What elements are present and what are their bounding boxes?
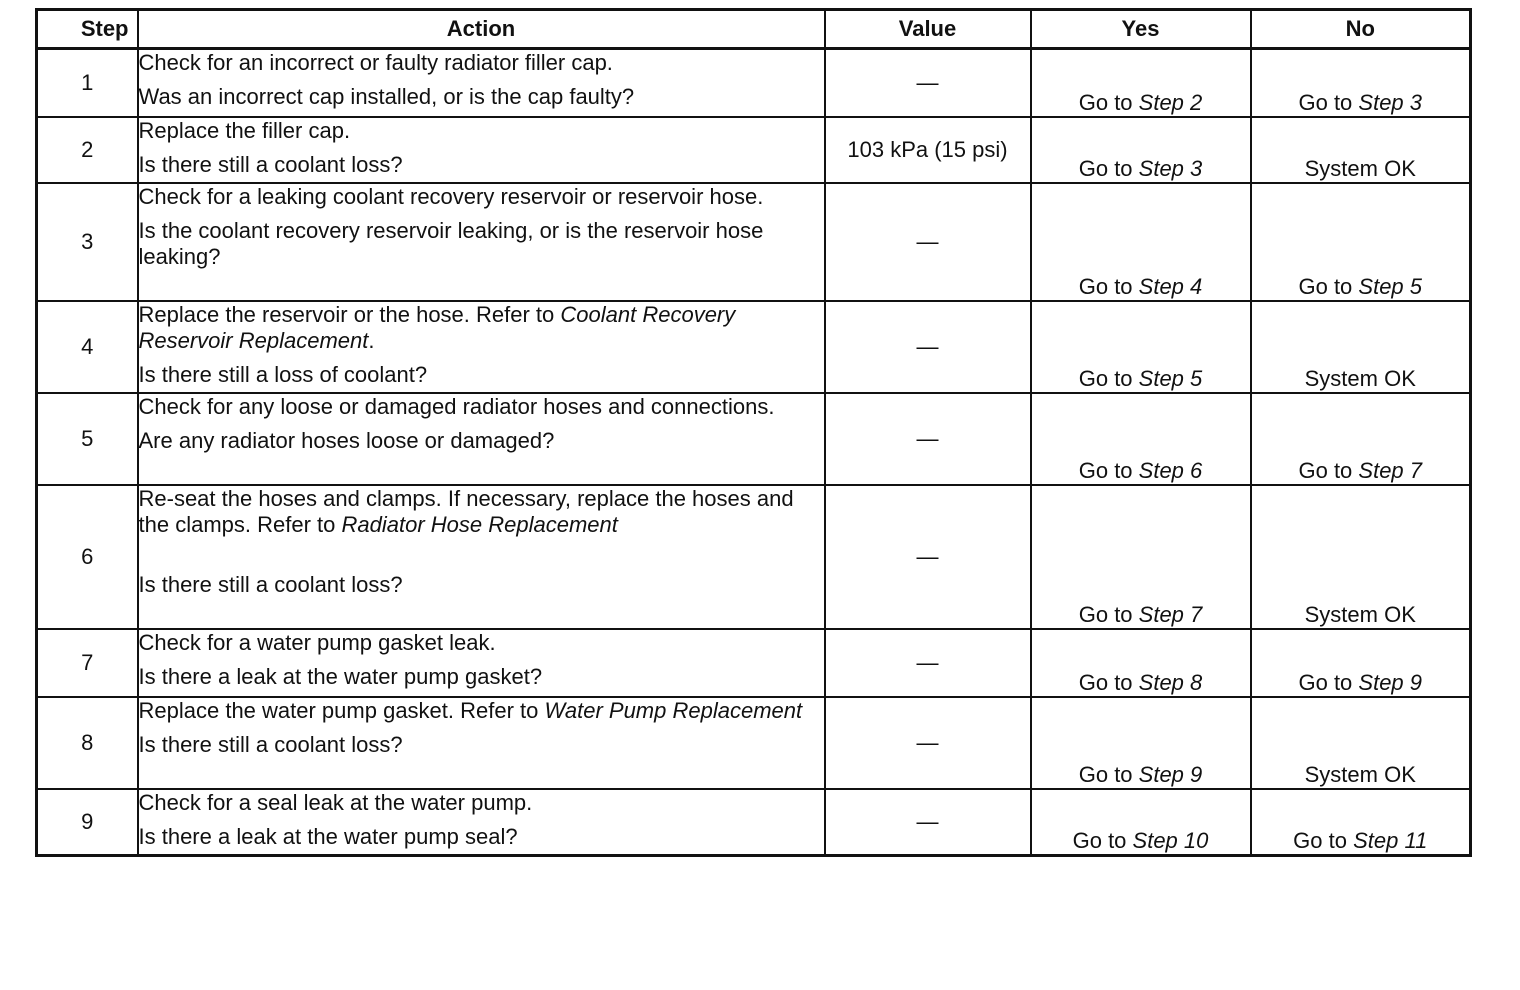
table-row — [37, 629, 1471, 697]
value-cell: — — [825, 49, 1031, 118]
action-question: Is there a leak at the water pump seal? — [138, 824, 518, 849]
action-cell — [138, 301, 825, 393]
value-cell: — — [825, 301, 1031, 393]
action-cell — [138, 629, 825, 697]
table-row — [37, 789, 1471, 856]
value-cell: — — [825, 697, 1031, 789]
action-question: Is there still a coolant loss? — [138, 152, 403, 177]
step-number: 4 — [37, 301, 138, 393]
action-text: Check for an incorrect or faulty radiator filler cap. — [138, 50, 613, 75]
step-number: 1 — [37, 49, 138, 118]
action-cell — [138, 393, 825, 485]
table-row — [37, 485, 1471, 629]
action-text: Replace the filler cap. — [138, 118, 351, 143]
value-cell: — — [825, 629, 1031, 697]
action-text: Replace the water pump gasket. Refer to Water Pump Replacement — [138, 698, 803, 723]
header-step: Step — [37, 10, 138, 49]
diagnostic-table — [35, 8, 1472, 857]
action-cell — [138, 485, 825, 629]
action-cell — [138, 49, 825, 118]
yes-cell[interactable]: Go to Step 10 — [1031, 789, 1251, 856]
header-action: Action — [138, 10, 825, 49]
action-text: Check for a seal leak at the water pump. — [138, 790, 533, 815]
no-cell: System OK — [1251, 301, 1471, 393]
yes-cell[interactable]: Go to Step 9 — [1031, 697, 1251, 789]
table-row — [37, 301, 1471, 393]
value-cell: — — [825, 789, 1031, 856]
yes-cell[interactable]: Go to Step 4 — [1031, 183, 1251, 301]
step-number: 6 — [37, 485, 138, 629]
value-cell: — — [825, 485, 1031, 629]
yes-cell[interactable]: Go to Step 8 — [1031, 629, 1251, 697]
no-cell: System OK — [1251, 697, 1471, 789]
table-row — [37, 697, 1471, 789]
table-row — [37, 183, 1471, 301]
action-question: Are any radiator hoses loose or damaged? — [138, 428, 555, 453]
header-yes: Yes — [1031, 10, 1251, 49]
yes-cell[interactable]: Go to Step 3 — [1031, 117, 1251, 183]
step-number: 7 — [37, 629, 138, 697]
no-cell[interactable]: Go to Step 11 — [1251, 789, 1471, 856]
no-cell[interactable]: Go to Step 9 — [1251, 629, 1471, 697]
action-question: Is there still a coolant loss? — [138, 732, 403, 757]
value-cell: — — [825, 393, 1031, 485]
action-text: Replace the reservoir or the hose. Refer to Coolant Recovery Reservoir Replacement. — [138, 302, 736, 353]
action-question: Is the coolant recovery reservoir leaking, or is the reservoir hose leaking? — [138, 218, 764, 269]
action-question: Was an incorrect cap installed, or is the cap faulty? — [138, 84, 635, 109]
reference-link[interactable]: Radiator Hose Replacement — [341, 512, 618, 537]
action-text: Re-seat the hoses and clamps. If necessary, replace the hoses and the clamps. Refer to Radiator Hose Replacement — [138, 486, 794, 537]
header-value: Value — [825, 10, 1031, 49]
table-row — [37, 117, 1471, 183]
header-no: No — [1251, 10, 1471, 49]
yes-cell[interactable]: Go to Step 2 — [1031, 49, 1251, 118]
table-row — [37, 49, 1471, 118]
step-number: 9 — [37, 789, 138, 856]
action-cell — [138, 697, 825, 789]
no-cell[interactable]: Go to Step 5 — [1251, 183, 1471, 301]
no-cell: System OK — [1251, 485, 1471, 629]
reference-link[interactable]: Water Pump Replacement — [544, 698, 803, 723]
action-cell — [138, 117, 825, 183]
yes-cell[interactable]: Go to Step 6 — [1031, 393, 1251, 485]
header-row — [37, 10, 1471, 49]
reference-link[interactable]: Coolant Recovery Reservoir Replacement — [138, 302, 736, 353]
value-cell: 103 kPa (15 psi) — [825, 117, 1031, 183]
action-question: Is there still a loss of coolant? — [138, 362, 428, 387]
yes-cell[interactable]: Go to Step 5 — [1031, 301, 1251, 393]
table-row — [37, 393, 1471, 485]
yes-cell[interactable]: Go to Step 7 — [1031, 485, 1251, 629]
action-text: Check for a water pump gasket leak. — [138, 630, 496, 655]
step-number: 3 — [37, 183, 138, 301]
action-question: Is there a leak at the water pump gasket? — [138, 664, 543, 689]
action-cell — [138, 183, 825, 301]
step-number: 2 — [37, 117, 138, 183]
no-cell[interactable]: Go to Step 7 — [1251, 393, 1471, 485]
step-number: 8 — [37, 697, 138, 789]
action-cell — [138, 789, 825, 856]
action-question: Is there still a coolant loss? — [138, 572, 403, 597]
action-text: Check for a leaking coolant recovery reservoir or reservoir hose. — [138, 184, 764, 209]
no-cell[interactable]: Go to Step 3 — [1251, 49, 1471, 118]
no-cell: System OK — [1251, 117, 1471, 183]
action-text: Check for any loose or damaged radiator hoses and connections. — [138, 394, 775, 419]
value-cell: — — [825, 183, 1031, 301]
step-number: 5 — [37, 393, 138, 485]
